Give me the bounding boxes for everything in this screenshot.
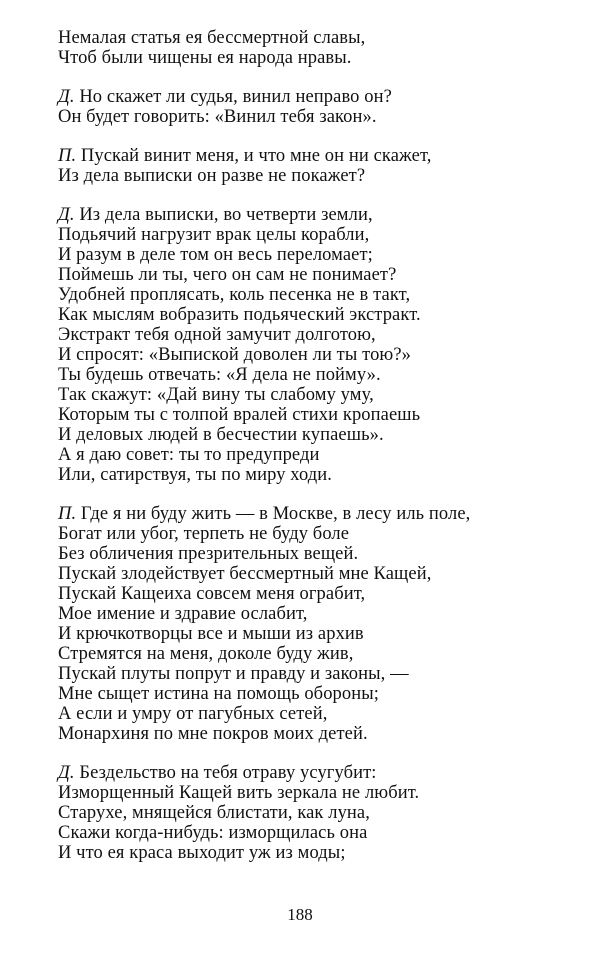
- stanza-4: [58, 205, 558, 485]
- stanza-2: [58, 87, 558, 127]
- verse-line: И спросят: «Выпиской доволен ли ты тою?»: [58, 345, 411, 365]
- verse-line: Которым ты с толпой вралей стихи кропаешь: [58, 405, 421, 425]
- stanza-6: [58, 763, 558, 863]
- verse-text: Пускай винит меня, и что мне он ни скажет,: [80, 146, 432, 166]
- verse-line: Мне сыщет истина на помощь обороны;: [58, 684, 380, 704]
- verse-line: Старухе, мнящейся блистати, как луна,: [58, 803, 370, 823]
- verse-line: Ты будешь отвечать: «Я дела не пойму».: [58, 365, 381, 385]
- verse-line: А я даю совет: ты то предупреди: [58, 445, 320, 465]
- speaker-label: П.: [58, 504, 77, 524]
- speaker-label: Д.: [58, 763, 75, 783]
- verse-line: Изморщенный Кащей вить зеркала не любит.: [58, 783, 420, 803]
- verse-line: Монархиня по мне покров моих детей.: [58, 724, 368, 744]
- verse-line: [58, 763, 558, 783]
- verse-line: Стремятся на меня, доколе буду жив,: [58, 644, 354, 664]
- verse-line: Немалая статья ея бессмертной славы,: [58, 28, 366, 48]
- verse-line: Так скажут: «Дай вину ты слабому уму,: [58, 385, 374, 405]
- verse-line: И деловых людей в бесчестии купаешь».: [58, 425, 384, 445]
- verse-line: Пускай злодействует бессмертный мне Кащей,: [58, 564, 432, 584]
- verse-text: Но скажет ли судья, винил неправо он?: [79, 87, 392, 107]
- verse-line: Экстракт тебя одной замучит долготою,: [58, 325, 376, 345]
- verse-line: Пускай Кащеиха совсем меня ограбит,: [58, 584, 366, 604]
- verse-line: Мое имение и здравие ослабит,: [58, 604, 308, 624]
- verse-line: Или, сатирствуя, ты по миру ходи.: [58, 465, 332, 485]
- verse-line: Поймешь ли ты, чего он сам не понимает?: [58, 265, 397, 285]
- stanza-1: [58, 28, 558, 68]
- verse-line: Подьячий нагрузит врак целы корабли,: [58, 225, 370, 245]
- verse-line: [58, 146, 558, 166]
- verse-line: Богат или убог, терпеть не буду боле: [58, 524, 350, 544]
- verse-line: Без обличения презрительных вещей.: [58, 544, 359, 564]
- verse-line: Удобней проплясать, коль песенка не в такт,: [58, 285, 411, 305]
- stanza-5: [58, 504, 558, 744]
- speaker-label: П.: [58, 146, 77, 166]
- verse-line: Пускай плуты попрут и правду и законы, —: [58, 664, 409, 684]
- verse-line: [58, 205, 558, 225]
- verse-line: Из дела выписки он разве не покажет?: [58, 166, 366, 186]
- verse-line: Как мыслям вобразить подьяческий экстракт.: [58, 305, 421, 325]
- speaker-label: Д.: [58, 205, 75, 225]
- stanza-3: [58, 146, 558, 186]
- verse-text: Где я ни буду жить — в Москве, в лесу иль поле,: [80, 504, 471, 524]
- verse-text: Из дела выписки, во четверти земли,: [79, 205, 373, 225]
- verse-line: [58, 504, 558, 524]
- verse-line: Он будет говорить: «Винил тебя закон».: [58, 107, 377, 127]
- verse-line: Чтоб были чищены ея народа нравы.: [58, 48, 352, 68]
- verse-line: И разум в деле том он весь переломает;: [58, 245, 373, 265]
- speaker-label: Д.: [58, 87, 75, 107]
- verse-line: Скажи когда-нибудь: изморщилась она: [58, 823, 368, 843]
- verse-line: И что ея краса выходит уж из моды;: [58, 843, 346, 863]
- verse-text: Бездельство на тебя отраву усугубит:: [79, 763, 377, 783]
- verse-line: [58, 87, 558, 107]
- verse-line: И крючкотворцы все и мыши из архив: [58, 624, 364, 644]
- verse-line: А если и умру от пагубных сетей,: [58, 704, 328, 724]
- poem-text: [58, 28, 558, 882]
- page-number: 188: [287, 905, 313, 924]
